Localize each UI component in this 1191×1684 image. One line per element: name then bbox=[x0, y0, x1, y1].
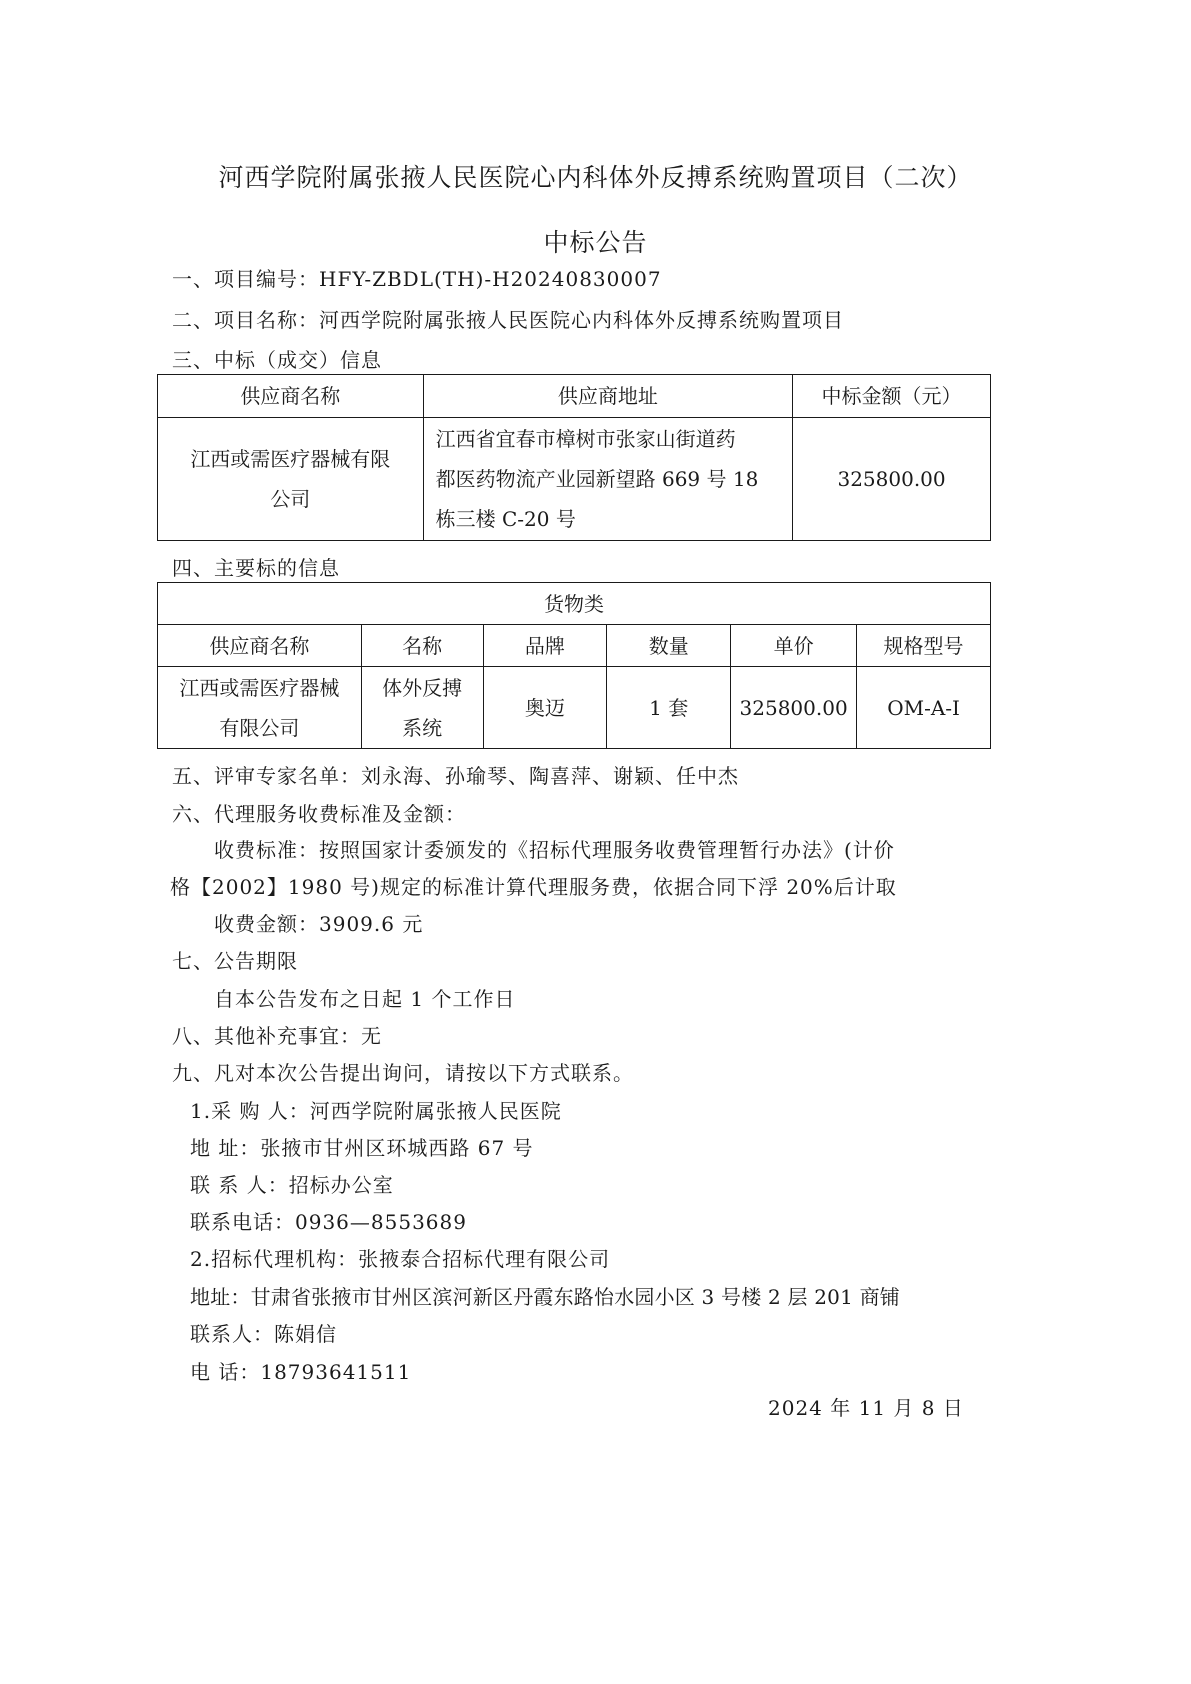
expert-list: 五、评审专家名单：刘永海、孙瑜琴、陶喜萍、谢颖、任中杰 bbox=[172, 764, 739, 788]
header-supplier-address: 供应商地址 bbox=[423, 375, 792, 418]
section-contact-heading: 九、凡对本次公告提出询问，请按以下方式联系。 bbox=[172, 1061, 634, 1085]
purchaser-name: 1.采 购 人：河西学院附属张掖人民医院 bbox=[190, 1099, 562, 1123]
purchaser-contact: 联 系 人：招标办公室 bbox=[190, 1173, 394, 1197]
cell-brand: 奥迈 bbox=[483, 667, 607, 749]
header-brand: 品牌 bbox=[483, 625, 607, 667]
cell-supplier-name bbox=[158, 418, 424, 541]
supplier-name-line-1: 江西或需医疗器械有限 bbox=[190, 447, 391, 471]
header-quantity: 数量 bbox=[607, 625, 731, 667]
winner-table bbox=[157, 374, 991, 541]
header-item-name: 名称 bbox=[361, 625, 483, 667]
item-name-line-1: 体外反搏 bbox=[382, 675, 463, 700]
cell-quantity: 1 套 bbox=[607, 667, 731, 749]
section-fee-heading: 六、代理服务收费标准及金额： bbox=[172, 802, 466, 826]
cell-unit-price: 325800.00 bbox=[731, 667, 857, 749]
header-supplier-name: 供应商名称 bbox=[158, 375, 424, 418]
supplier-name-line-1: 江西或需医疗器械 bbox=[179, 675, 340, 700]
other-matters: 八、其他补充事宜：无 bbox=[172, 1024, 382, 1048]
item-name-line-2: 系统 bbox=[402, 715, 443, 740]
header-award-amount: 中标金额（元） bbox=[793, 375, 991, 418]
address-line-3: 栋三楼 C-20 号 bbox=[435, 507, 576, 531]
period-detail: 自本公告发布之日起 1 个工作日 bbox=[214, 987, 516, 1011]
document-title: 河西学院附属张掖人民医院心内科体外反搏系统购置项目（二次） bbox=[218, 163, 973, 192]
cell-model: OM-A-I bbox=[857, 667, 991, 749]
agency-address: 地址：甘肃省张掖市甘州区滨河新区丹霞东路怡水园小区 3 号楼 2 层 201 商铺 bbox=[190, 1285, 900, 1309]
supplier-name-line-2: 公司 bbox=[270, 487, 311, 511]
section-goods-heading: 四、主要标的信息 bbox=[172, 556, 340, 580]
agency-contact: 联系人：陈娟信 bbox=[190, 1322, 337, 1346]
address-line-2: 都医药物流产业园新望路 669 号 18 bbox=[435, 467, 759, 491]
supplier-name-line-2: 有限公司 bbox=[219, 715, 300, 740]
header-supplier-name: 供应商名称 bbox=[158, 625, 362, 667]
goods-table bbox=[157, 582, 991, 749]
header-unit-price: 单价 bbox=[731, 625, 857, 667]
document-subtitle: 中标公告 bbox=[543, 228, 648, 257]
cell-supplier-name bbox=[158, 667, 362, 749]
purchaser-phone: 联系电话：0936—8553689 bbox=[190, 1210, 467, 1234]
project-number: 一、项目编号：HFY-ZBDL(TH)-H20240830007 bbox=[172, 267, 662, 291]
purchaser-address: 地 址：张掖市甘州区环城西路 67 号 bbox=[190, 1136, 534, 1160]
fee-standard-line-2: 格【2002】1980 号)规定的标准计算代理服务费，依据合同下浮 20%后计取 bbox=[170, 875, 897, 899]
cell-award-amount: 325800.00 bbox=[793, 418, 991, 541]
header-model: 规格型号 bbox=[857, 625, 991, 667]
section-period-heading: 七、公告期限 bbox=[172, 949, 298, 973]
announcement-date: 2024 年 11 月 8 日 bbox=[768, 1396, 964, 1420]
cell-item-name bbox=[361, 667, 483, 749]
agency-phone: 电 话：18793641511 bbox=[190, 1360, 412, 1384]
cell-supplier-address bbox=[423, 418, 792, 541]
fee-standard-line-1: 收费标准：按照国家计委颁发的《招标代理服务收费管理暂行办法》(计价 bbox=[214, 838, 895, 862]
fee-amount: 收费金额：3909.6 元 bbox=[214, 912, 424, 936]
address-line-1: 江西省宜春市樟树市张家山街道药 bbox=[435, 427, 736, 451]
project-name: 二、项目名称：河西学院附属张掖人民医院心内科体外反搏系统购置项目 bbox=[172, 308, 844, 332]
section-winner-heading: 三、中标（成交）信息 bbox=[172, 348, 382, 372]
goods-category: 货物类 bbox=[158, 583, 991, 625]
agency-name: 2.招标代理机构：张掖泰合招标代理有限公司 bbox=[190, 1247, 611, 1271]
